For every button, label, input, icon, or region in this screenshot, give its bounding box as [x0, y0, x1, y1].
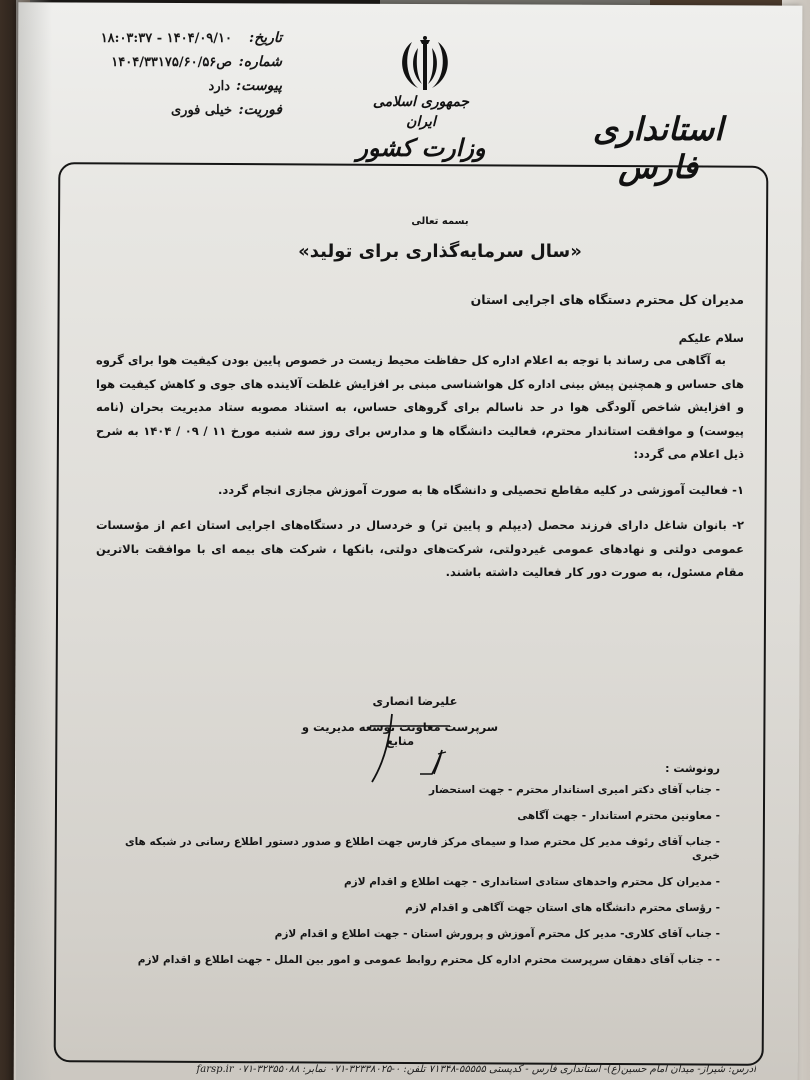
meta-value: خیلی فوری: [170, 103, 232, 118]
signer-title: سرپرست معاونت توسعه مدیریت و منابع: [301, 720, 499, 748]
greeting: سلام علیکم: [678, 331, 744, 345]
footer-address: آدرس: شیراز- میدان امام حسین(ع)- استانداری فارس - کدپستی ۵۵۵۵۵-۷۱۳۴۸ تلفن: ۰-۳۲۳۳۸۰۲۵-۰۷۱ نمابر: ۳۲۳۵۵۰۸۸-۰۷۱ farsp.ir: [196, 1064, 756, 1075]
cc-item: - جناب آقای دکتر امیری استاندار محترم - جهت استحضار: [429, 784, 720, 796]
cc-item: - جناب آقای کلاری- مدیر کل محترم آموزش و پرورش استان - جهت اطلاع و اقدام لازم: [274, 928, 720, 940]
ministry-title: [356, 92, 486, 164]
cc-item: - مدیران کل محترم واحدهای ستادی استانداری - جهت اطلاع و اقدام لازم: [343, 876, 720, 888]
year-slogan: «سال سرمایه‌گذاری برای تولید»: [298, 241, 582, 262]
meta-label: شماره:: [238, 54, 282, 70]
meta-label: پیوست:: [236, 78, 282, 94]
meta-number: [62, 54, 282, 78]
directive-item: ۱- فعالیت آموزشی در کلیه مقاطع تحصیلی و دانشگاه ها به صورت آموزش مجازی انجام گردد.: [217, 482, 744, 497]
letter-body: [96, 210, 744, 585]
meta-label: فوریت:: [238, 102, 282, 118]
ministry-name: وزارت کشور: [356, 133, 486, 162]
ministry-country: جمهوری اسلامی ایران: [372, 94, 470, 130]
cc-title: رونوشت :: [665, 762, 720, 775]
meta-label: تاریخ:: [248, 30, 282, 46]
paper-fold-shadow: [16, 0, 52, 1080]
recipient: مدیران کل محترم دستگاه های اجرایی استان: [470, 292, 744, 307]
organization-name: استانداری فارس: [592, 110, 724, 186]
cc-item: - جناب آقای رئوف مدیر کل محترم صدا و سیمای مرکز فارس جهت اطلاع و صدور دستور اطلاع رسانی در شبکه های خبری: [124, 836, 720, 862]
meta-date: [62, 30, 282, 54]
iran-emblem-icon: [394, 34, 456, 96]
meta-value: ص۱۴۰۴/۳۳۱۷۵/۶۰/۵۶: [111, 55, 232, 70]
signature-block: [290, 694, 510, 748]
main-paragraph: به آگاهی می رساند با توجه به اعلام اداره کل حفاظت محیط زیست در خصوص پایین بودن کیفیت هوا برای گروه های حساس و همچنین پیش بینی اداره کل هواشناسی مبنی بر افزایش غلظت آلاینده های جوی و کاهش کیفیت هوا و افزایش شاخص آلودگی هوا در حد ناسالم برای گروهای حساس، به استناد مصوبه ستاد مدیریت بحران (نامه پیوست) و موافقت استاندار محترم، فعالیت دانشگاه ها و مدارس برای روز سه شنبه مورخ ۱۱ / ۰۹ / ۱۴۰۴ به شرح ذیل اعلام می گردد:: [96, 353, 744, 461]
letter-meta: [62, 30, 282, 126]
invocation: بسمه تعالی: [411, 216, 469, 227]
meta-value: ۱۴۰۴/۰۹/۱۰ - ۱۸:۰۳:۳۷: [100, 31, 232, 46]
cc-item: - رؤسای محترم دانشگاه های استان جهت آگاهی و اقدام لازم: [405, 902, 720, 914]
meta-attachment: [62, 78, 282, 102]
cc-item: - معاونین محترم استاندار - جهت آگاهی: [517, 810, 720, 822]
meta-value: دارد: [208, 79, 230, 94]
cc-item: - - جناب آقای دهقان سرپرست محترم اداره کل محترم روابط عمومی و امور بین الملل - جهت اطلاع و اقدام لازم: [137, 954, 720, 966]
meta-priority: [62, 102, 282, 126]
cc-list: [100, 762, 720, 979]
directive-item: ۲- بانوان شاغل دارای فرزند محصل (دیپلم و پایین تر) و خردسال در دستگاه‌های اجرایی استان اعم از مؤسسات عمومی دولتی و نهادهای عمومی غیردولتی، شرکت‌های دولتی، بانکها ، شرکت های بیمه ای با موافقت بالاترین مقام مسئول، به صورت دور کار فعالیت داشته باشند.: [96, 518, 744, 579]
signer-name: علیرضا انصاری: [372, 694, 458, 708]
